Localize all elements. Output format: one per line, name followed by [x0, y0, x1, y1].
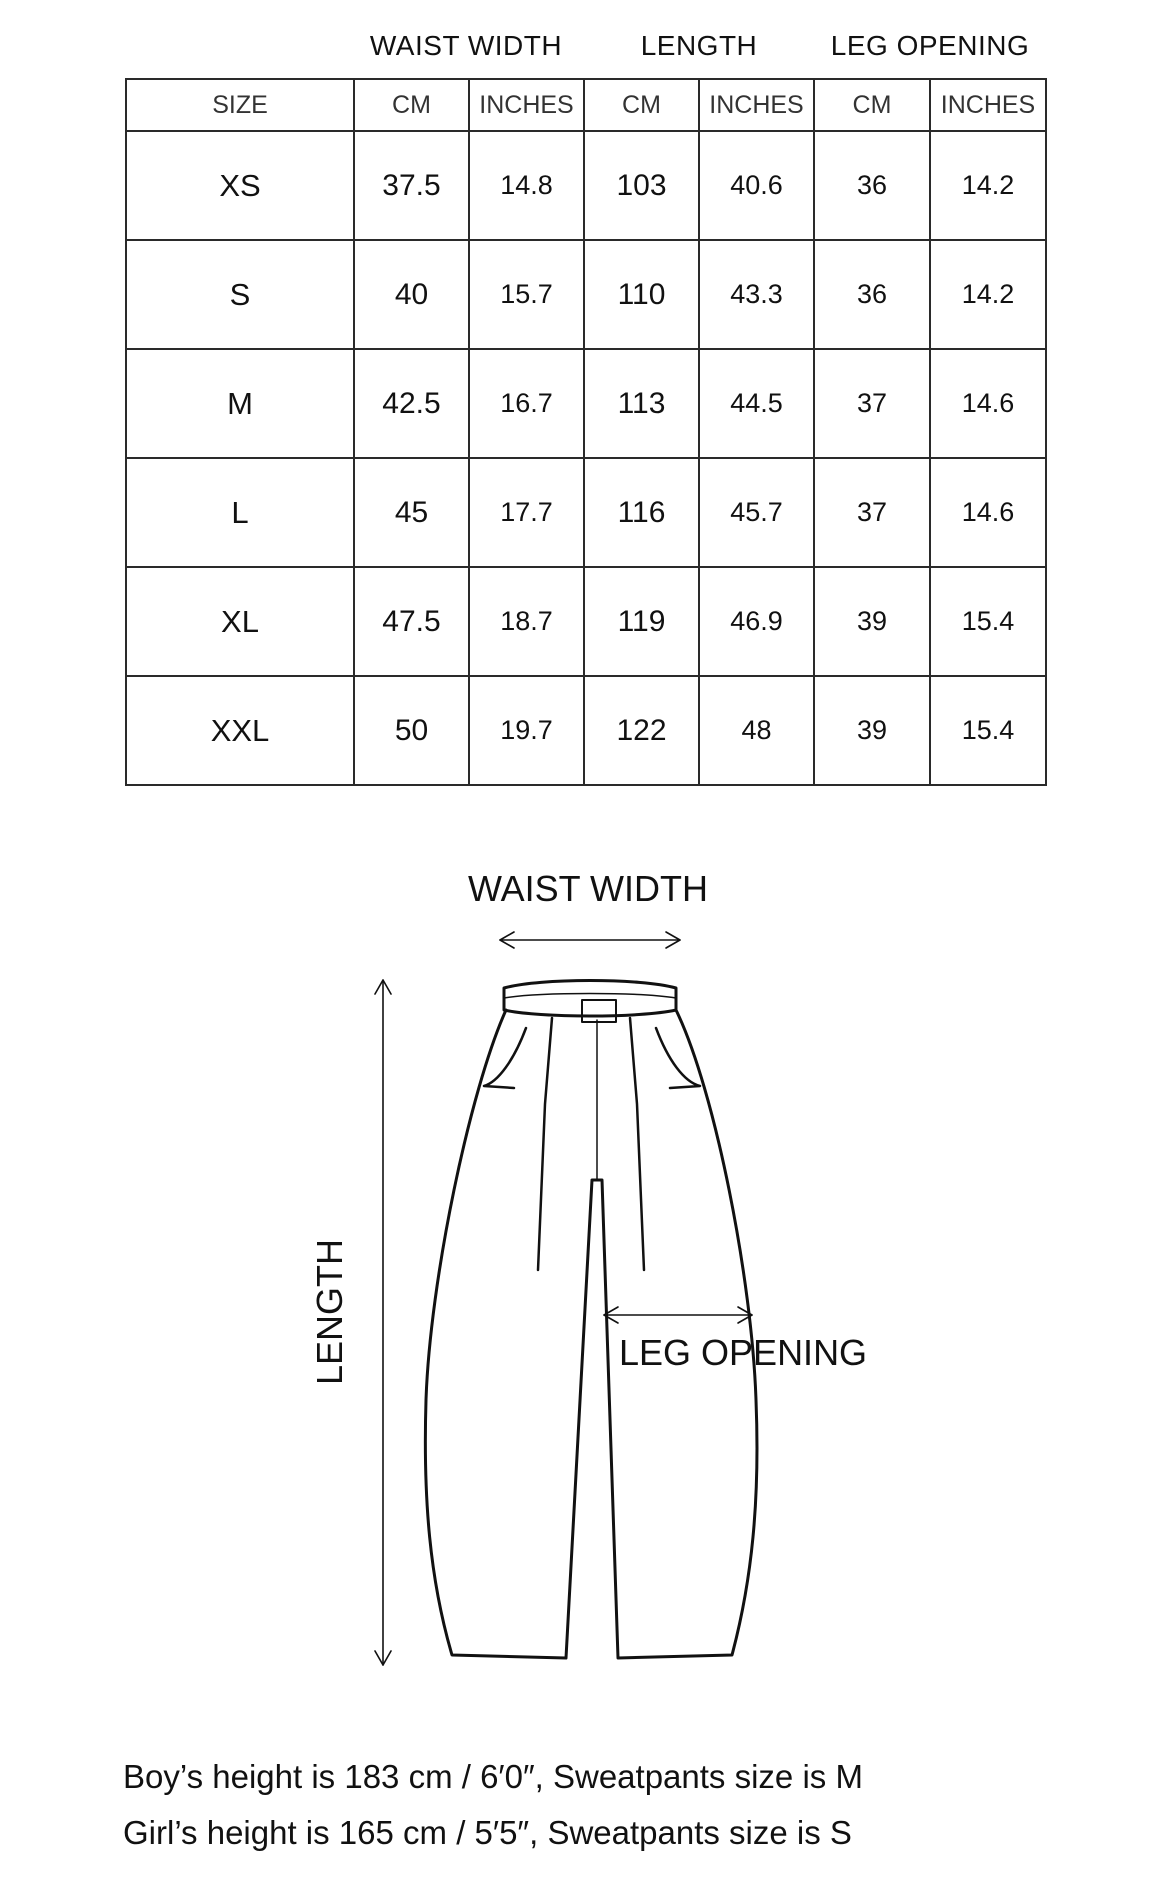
length-cm-cell: 110	[584, 240, 699, 349]
length-cm-cell: 122	[584, 676, 699, 785]
length-group-header: LENGTH	[640, 30, 758, 61]
leg-inches-cell: 14.6	[930, 349, 1046, 458]
length-inches-cell: 40.6	[699, 131, 814, 240]
column-header-leg-cm: CM	[814, 79, 930, 131]
length-cm-cell: 116	[584, 458, 699, 567]
waist-inches-cell: 16.7	[469, 349, 584, 458]
size-cell: M	[126, 349, 354, 458]
table-row	[126, 458, 1046, 567]
column-header-length-inches: INCHES	[699, 79, 814, 131]
size-chart-table	[125, 78, 1047, 786]
table-row	[126, 676, 1046, 785]
size-cell: XL	[126, 567, 354, 676]
waist-width-label: WAIST WIDTH	[468, 868, 708, 909]
column-header-size: SIZE	[126, 79, 354, 131]
waist-width-arrow	[500, 932, 680, 948]
waist-cm-cell: 40	[354, 240, 469, 349]
waist-cm-cell: 42.5	[354, 349, 469, 458]
size-cell: XS	[126, 131, 354, 240]
length-inches-cell: 48	[699, 676, 814, 785]
leg-inches-cell: 14.2	[930, 131, 1046, 240]
leg-cm-cell: 39	[814, 676, 930, 785]
table-row	[126, 240, 1046, 349]
leg-cm-cell: 37	[814, 349, 930, 458]
waist-inches-cell: 15.7	[469, 240, 584, 349]
leg-opening-label: LEG OPENING	[619, 1332, 868, 1373]
leg-cm-cell: 37	[814, 458, 930, 567]
waist-cm-cell: 45	[354, 458, 469, 567]
length-inches-cell: 43.3	[699, 240, 814, 349]
pants-measurement-diagram	[0, 860, 1170, 1680]
table-row	[126, 567, 1046, 676]
left-drawstring	[538, 1018, 552, 1270]
table-row	[126, 131, 1046, 240]
waist-cm-cell: 47.5	[354, 567, 469, 676]
size-cell: L	[126, 458, 354, 567]
leg-cm-cell: 36	[814, 240, 930, 349]
column-header-waist-cm: CM	[354, 79, 469, 131]
girl-fit-note: Girl’s height is 165 cm / 5′5″, Sweatpants size is S	[123, 1814, 852, 1851]
column-header-waist-inches: INCHES	[469, 79, 584, 131]
length-inches-cell: 45.7	[699, 458, 814, 567]
table-header-row	[126, 79, 1046, 131]
leg-inches-cell: 15.4	[930, 567, 1046, 676]
waist-cm-cell: 37.5	[354, 131, 469, 240]
length-inches-cell: 44.5	[699, 349, 814, 458]
leg-inches-cell: 14.2	[930, 240, 1046, 349]
right-drawstring	[630, 1018, 644, 1270]
length-cm-cell: 103	[584, 131, 699, 240]
right-pocket	[656, 1028, 700, 1088]
waist-inches-cell: 17.7	[469, 458, 584, 567]
leg-inches-cell: 15.4	[930, 676, 1046, 785]
leg-inches-cell: 14.6	[930, 458, 1046, 567]
length-cm-cell: 119	[584, 567, 699, 676]
waist-inches-cell: 14.8	[469, 131, 584, 240]
column-header-length-cm: CM	[584, 79, 699, 131]
boy-fit-note: Boy’s height is 183 cm / 6′0″, Sweatpants size is M	[123, 1758, 863, 1795]
left-pocket	[484, 1028, 526, 1088]
waist-cm-cell: 50	[354, 676, 469, 785]
column-header-leg-inches: INCHES	[930, 79, 1046, 131]
size-cell: XXL	[126, 676, 354, 785]
waist-width-group-header: WAIST WIDTH	[369, 30, 563, 61]
size-cell: S	[126, 240, 354, 349]
waist-inches-cell: 19.7	[469, 676, 584, 785]
leg-cm-cell: 36	[814, 131, 930, 240]
waist-inches-cell: 18.7	[469, 567, 584, 676]
length-inches-cell: 46.9	[699, 567, 814, 676]
length-arrow	[375, 980, 391, 1665]
length-label: LENGTH	[309, 1238, 350, 1386]
leg-cm-cell: 39	[814, 567, 930, 676]
leg-opening-arrow	[604, 1307, 752, 1323]
leg-opening-group-header: LEG OPENING	[830, 30, 1030, 61]
pants-illustration	[0, 860, 1170, 1680]
waistband	[504, 981, 676, 1017]
length-cm-cell: 113	[584, 349, 699, 458]
table-row	[126, 349, 1046, 458]
